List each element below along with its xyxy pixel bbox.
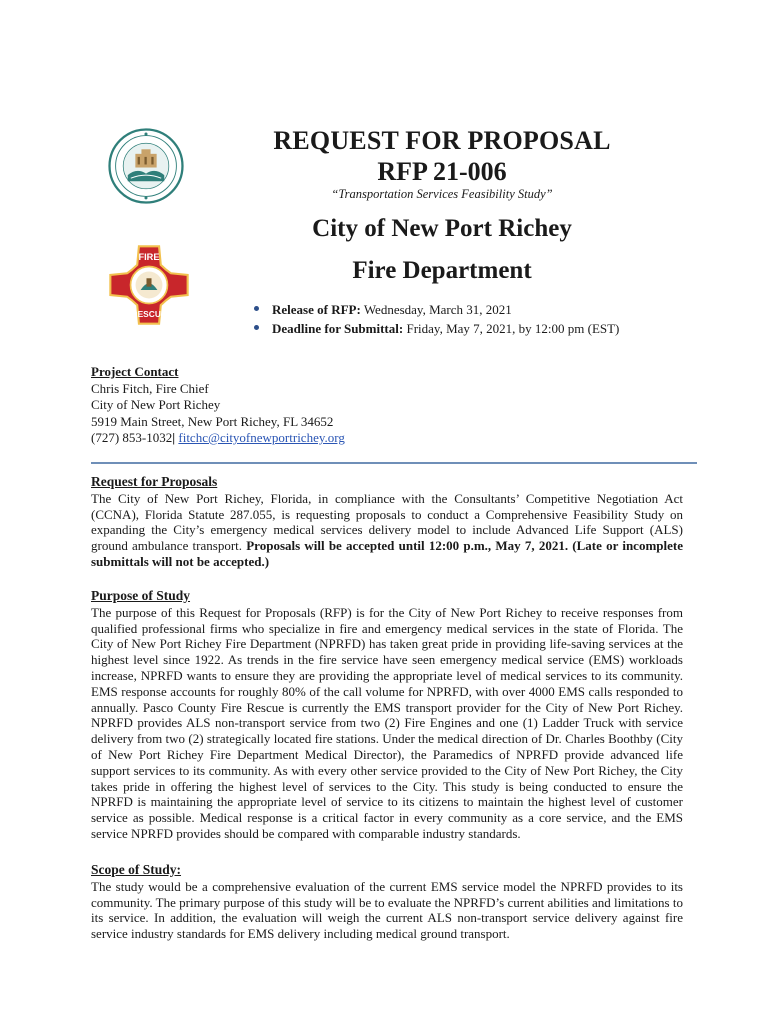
release-date-label: Release of RFP: bbox=[272, 302, 361, 317]
contact-name: Chris Fitch, Fire Chief bbox=[91, 380, 209, 396]
purpose-section bbox=[91, 588, 683, 842]
request-deadline-emphasis: Proposals will be accepted until 12:00 p.m., May 7, 2021. (Late or incomplete submittals will not be accepted.) bbox=[91, 538, 683, 569]
purpose-body: The purpose of this Request for Proposals (RFP) is for the City of New Port Richey to receive responses from qualified professional firms who specialize in fire and emergency medical services in the state of Florida. The City of New Port Richey Fire Department (NPRFD) has taken great pride in providing life-saving services at the highest level since 1922. As trends in the fire service have seen emergency medical service (EMS) workloads increase, NPRFD wants to ensure they are providing the appropriate level of medical services to its community. EMS response accounts for roughly 80% of the call volume for NPRFD, with over 4000 EMS calls responded to annually. Pasco County Fire Rescue is currently the EMS transport provider for the City of New Port Richey. NPRFD provides ALS non-transport service from two (2) Fire Engines and one (1) Ladder Truck with service delivery from two (2) strategically located fire stations. Under the medical direction of Dr. Charles Boothby (City of New Port Richey Fire Department Medical Director), the Paramedics of NPRFD provide advanced life support services to its community. As with every other service provided to the City of New Port Richey, the City takes pride in offering the highest level of services to the City. This study is being conducted to ensure the NPRFD is maintaining the appropriate level of service to its citizens to maintain the highest level of customer service as possible. Medical response is a critical factor in every community as a core service, and the EMS service NPRFD provides should be compared with comparable industry standards. bbox=[91, 604, 683, 841]
purpose-heading: Purpose of Study bbox=[91, 588, 191, 603]
bullet-icon bbox=[254, 325, 259, 330]
scope-heading: Scope of Study: bbox=[91, 862, 182, 877]
deadline-label: Deadline for Submittal: bbox=[272, 321, 404, 336]
request-body: The City of New Port Richey, Florida, in compliance with the Consultants’ Competitive Negotiation Act (CCNA), Florida Statute 287.055, is requesting proposals to conduct a Comprehensive Feasibility Study on expanding the City’s emergency medical services delivery model to include Advanced Life Support (ALS) ground ambulance transport. bbox=[91, 490, 683, 554]
city-name: City of New Port Richey bbox=[312, 215, 572, 242]
section-divider bbox=[91, 462, 697, 464]
scope-body: The study would be a comprehensive evaluation of the current EMS service model the NPRFD provides to its community. The primary purpose of this study will be to evaluate the NPRFD’s current abilities and limitations to its service. In addition, the evaluation will weigh the current ALS non-transport service delivery against fire service industry standards for EMS delivery including medical ground transport. bbox=[91, 878, 683, 942]
city-seal-icon bbox=[108, 128, 184, 204]
deadline-item bbox=[252, 319, 712, 338]
contact-heading: Project Contact bbox=[91, 364, 179, 379]
release-date-value: Wednesday, March 31, 2021 bbox=[360, 302, 512, 317]
contact-address: 5919 Main Street, New Port Richey, FL 34652 bbox=[91, 413, 334, 429]
contact-phone: (727) 853-1032 bbox=[91, 430, 173, 445]
scope-section bbox=[91, 862, 683, 942]
contact-separator: | bbox=[172, 430, 176, 445]
document-title: REQUEST FOR PROPOSAL bbox=[273, 126, 611, 155]
project-contact bbox=[91, 364, 511, 447]
request-section bbox=[91, 474, 683, 570]
study-subtitle: “Transportation Services Feasibility Study” bbox=[331, 187, 553, 201]
rfp-number: RFP 21-006 bbox=[377, 157, 507, 186]
fire-badge-top-text: FIRE bbox=[138, 251, 160, 262]
request-heading: Request for Proposals bbox=[91, 474, 218, 489]
contact-email-link[interactable]: fitchc@cityofnewportrichey.org bbox=[178, 430, 345, 445]
fire-badge-bottom-text: RESCUE bbox=[131, 308, 167, 319]
release-date-item bbox=[252, 300, 712, 319]
department-name: Fire Department bbox=[352, 257, 532, 284]
bullet-icon bbox=[254, 306, 259, 311]
key-dates-list bbox=[252, 300, 712, 338]
fire-rescue-badge-icon bbox=[107, 243, 191, 327]
deadline-value: Friday, May 7, 2021, by 12:00 pm (EST) bbox=[403, 321, 620, 336]
contact-org: City of New Port Richey bbox=[91, 397, 221, 412]
contact-phone-line bbox=[91, 430, 511, 447]
